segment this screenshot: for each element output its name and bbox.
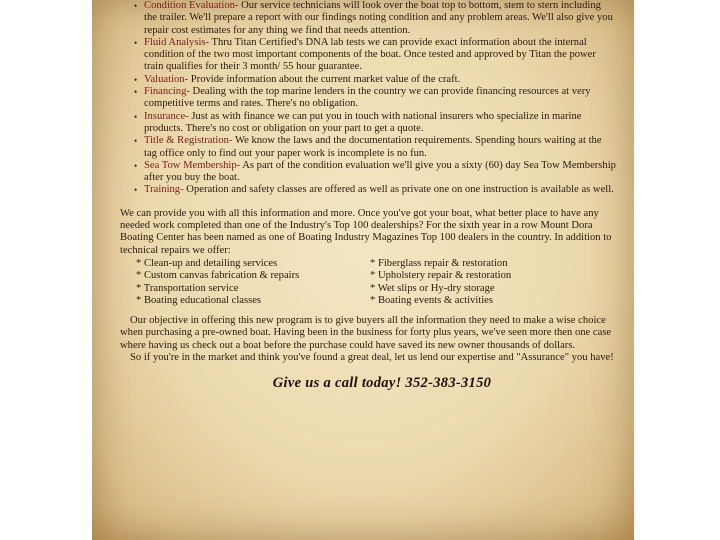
bullet-title: Fluid Analysis-: [144, 36, 210, 48]
service-item: * Custom canvas fabrication & repairs: [136, 270, 300, 282]
call-to-action: Give us a call today! 352-383-3150: [272, 375, 492, 392]
objective-paragraph: Our objective in offering this new program is to give buyers all the information they need to make a wise choice when purchasing a pre-owned boat. Having been in the business for forty plus years, we've seen more then one case where having us check out a boat before the purchase could have saved its new owner thousands of dollars.: [120, 315, 612, 351]
closing-paragraph: So if you're in the market and think you've found a great deal, let us lend our expertise and "Assurance" you have!: [130, 352, 614, 364]
service-item: * Boating events & activities: [370, 294, 493, 306]
bullet-title-registration: [120, 135, 616, 160]
service-item: * Boating educational classes: [136, 294, 262, 306]
bullet-title: Insurance-: [144, 110, 189, 122]
bullet-sea-tow: [120, 160, 616, 185]
service-item: * Fiberglass repair & restoration: [370, 257, 508, 269]
document-body: [120, 0, 616, 390]
service-item: * Transportation service: [136, 282, 239, 294]
bullet-title: Title & Registration-: [144, 135, 233, 147]
service-item: * Wet slips or Hy-dry storage: [370, 282, 495, 294]
bullet-valuation: [120, 74, 616, 86]
services-grid: [120, 258, 616, 307]
bullet-text: Dealing with the top marine lenders in the country we can provide financing resources at very competitive terms and rates. There's no obligation.: [144, 86, 591, 110]
bullet-text: Operation and safety classes are offered as well as private one on one instruction is available as well.: [183, 184, 614, 196]
service-item: * Upholstery repair & restoration: [370, 270, 512, 282]
service-item: * Clean-up and detailing services: [136, 257, 278, 269]
intro-paragraph: We can provide you with all this information and more. Once you've got your boat, what better place to have any needed work completed than one of the Industry's Top 100 dealerships? For the sixth year in a row Mount Dora Boating Center has been named as one of Boating Industry Magazines Top 100 dealers in the country. In addition to technical repairs we offer:: [120, 207, 612, 256]
bullet-title: Training-: [144, 184, 184, 196]
bullet-insurance: [120, 111, 616, 136]
bullet-text: Our service technicians will look over the boat top to bottom, stem to stern including the trailer. We'll prepare a report with our findings noting condition and any problem areas. We'll also give you repair cost estimates for any thing we find that needs attention.: [144, 0, 613, 36]
bullet-text: Provide information about the current market value of the craft.: [188, 73, 461, 85]
bullet-title: Valuation-: [144, 73, 189, 85]
bullet-text: As part of the condition evaluation we'll give you a sixty (60) day Sea Tow Membership after you buy the boat.: [144, 159, 616, 184]
bullet-title: Sea Tow Membership-: [144, 159, 241, 171]
bullet-text: We know the laws and the documentation requirements. Spending hours waiting at the tag office only to find out your paper work is incomplete is no fun.: [144, 135, 602, 159]
bullet-title: Financing-: [144, 86, 190, 98]
bullet-condition-evaluation: [120, 0, 616, 37]
bullet-financing: [120, 86, 616, 111]
service-list: [120, 0, 616, 197]
bullet-text: Just as with finance we can put you in touch with national insurers who specialize in marine products. There's no cost or obligation on your part to get a quote.: [144, 110, 582, 134]
bullet-fluid-analysis: [120, 37, 616, 74]
bullet-text: Thru Titan Certified's DNA lab tests we can provide exact information about the internal condition of the two most important components of the boat. Once tested and approved by Titan the power train qualifies for their 3 month/ 55 hour guarantee.: [144, 36, 596, 73]
bullet-title: Condition Evaluation-: [144, 0, 239, 11]
bullet-training: [120, 184, 616, 196]
